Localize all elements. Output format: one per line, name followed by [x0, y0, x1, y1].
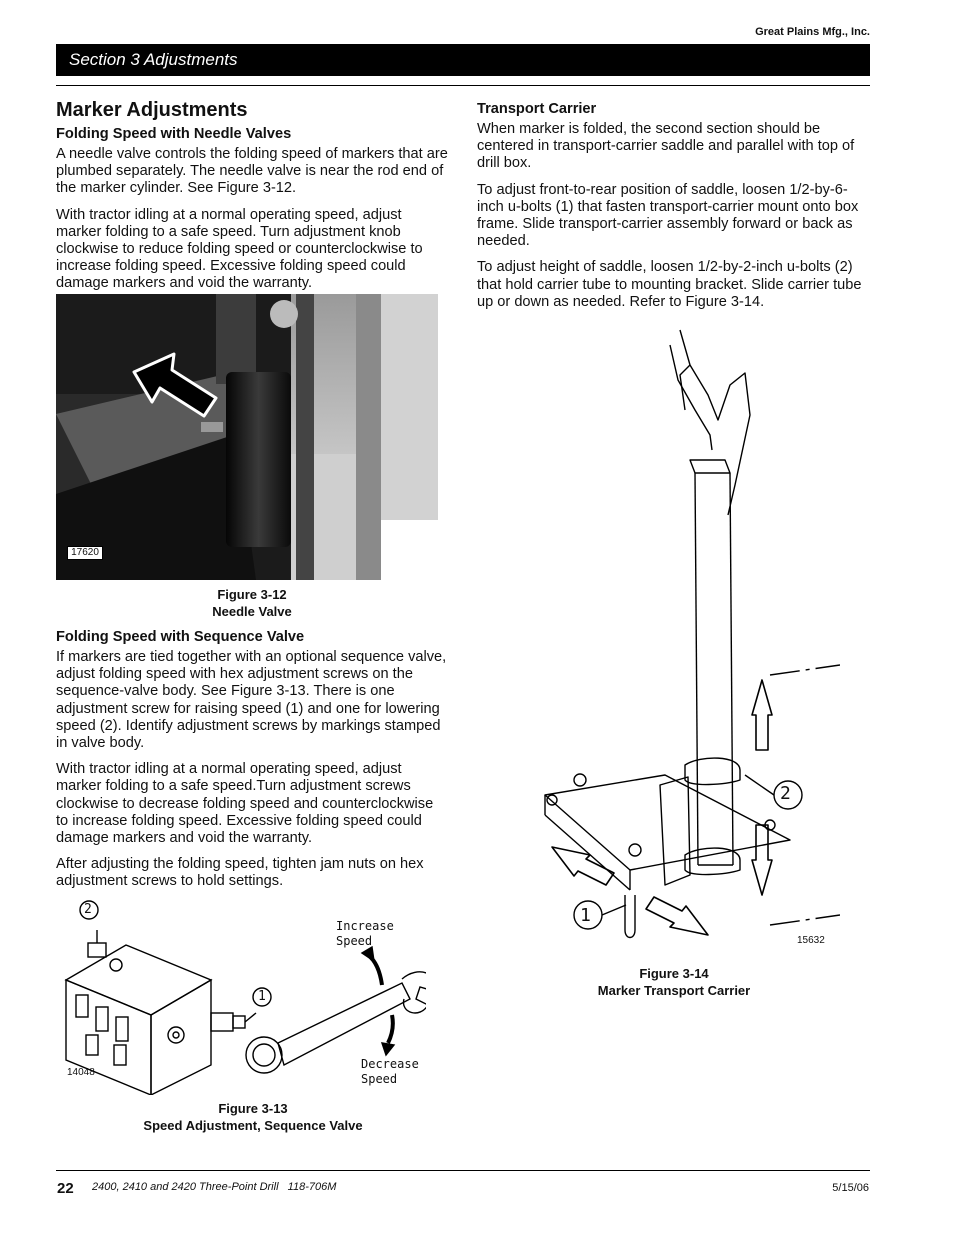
transport-paragraph-3: To adjust height of saddle, loosen 1/2-by-2-inch u-bolts (2) that hold carrier tube to mounting bracket. Slide carrier tube up or down as needed. Refer to Figure 3-14. [477, 259, 862, 310]
figure-3-13-drawing [56, 895, 426, 1095]
figure-3-14-caption [560, 965, 788, 999]
callout-2: 2 [780, 783, 791, 804]
figure-3-14-title: Marker Transport Carrier [597, 983, 751, 998]
transport-paragraph-2: To adjust front-to-rear position of saddle, loosen 1/2-by-6-inch u-bolts (1) that fasten transport-carrier mount onto box frame. Slide transport-carrier assembly forward or back as needed. [477, 181, 859, 250]
footer-rule [56, 1170, 870, 1171]
figure-3-12-number: Figure 3-12 [217, 587, 287, 602]
increase-label-line2: Speed [336, 934, 373, 948]
section-header-bar [56, 44, 870, 76]
transport-paragraph-1: When marker is folded, the second section should be centered in transport-carrier saddle and parallel with top of drill box. [477, 121, 855, 172]
company-name: Great Plains Mfg., Inc. [755, 26, 870, 38]
sequence-valve-paragraph-1: If markers are tied together with an optional sequence valve, adjust folding speed with hex adjustment screws on the sequence-valve body. See Figure 3-13. There is one adjustment screw for raising speed (1) and one for lowering speed (2). Identify adjustment screws by markings stamped in valve body. [56, 649, 447, 752]
figure-3-12-photo [56, 294, 381, 580]
right-column [477, 101, 870, 320]
callout-1: 1 [580, 905, 591, 926]
needle-valve-paragraph-1: A needle valve controls the folding speed of markers that are plumbed separately. The needle valve is near the rod end of the marker cylinder. See Figure 3-12. [56, 146, 448, 197]
transport-carrier-drawing [540, 325, 840, 955]
page-number: 22 [57, 1180, 74, 1197]
decrease-speed-label [361, 1057, 419, 1087]
transport-carrier-heading: Transport Carrier [477, 101, 597, 117]
needle-valve-heading: Folding Speed with Needle Valves [56, 126, 292, 142]
decrease-label-line2: Speed [361, 1072, 398, 1086]
header-rule [56, 85, 870, 86]
figure-3-12-photo-edge [381, 294, 438, 520]
figure-3-12-caption [160, 586, 344, 620]
figure-3-13-title: Speed Adjustment, Sequence Valve [143, 1118, 363, 1133]
increase-speed-label [336, 919, 394, 949]
left-column-bottom [56, 629, 448, 900]
figure-3-13-caption [100, 1100, 406, 1134]
figure-3-14-id: 15632 [797, 935, 825, 946]
sequence-valve-heading: Folding Speed with Sequence Valve [56, 629, 305, 645]
section-title: Section 3 Adjustments [69, 50, 238, 69]
label-2: 2 [84, 902, 92, 917]
needle-valve-paragraph-2: With tractor idling at a normal operating speed, adjust marker folding to a safe speed. Turn adjustment knob clockwise to reduce folding speed or counterclockwise to increase folding speed. Excessive folding speed could damage markers and void the warranty. [56, 206, 423, 292]
figure-3-13-id: 14048 [67, 1067, 95, 1078]
increase-label-line1: Increase [336, 919, 394, 933]
figure-3-13-number: Figure 3-13 [218, 1101, 288, 1116]
left-column-top [56, 98, 448, 302]
figure-3-12-title: Needle Valve [212, 604, 292, 619]
sequence-valve-paragraph-3: After adjusting the folding speed, tighten jam nuts on hex adjustment screws to hold settings. [56, 856, 424, 890]
needle-valve-photo [56, 294, 381, 580]
sequence-valve-paragraph-2: With tractor idling at a normal operating speed, adjust marker folding to a safe speed.Turn adjustment screws clockwise to decrease folding speed and counterclockwise to increase folding speed. Excessive folding speed could damage markers and void the warranty. [56, 761, 434, 847]
decrease-label-line1: Decrease [361, 1057, 419, 1071]
footer-date: 5/15/06 [832, 1182, 869, 1194]
label-1: 1 [258, 989, 266, 1004]
figure-3-14-drawing [540, 325, 840, 955]
page-title: Marker Adjustments [56, 99, 248, 121]
figure-3-12-id: 17620 [67, 546, 103, 560]
manual-title: 2400, 2410 and 2420 Three-Point Drill 118-706M [92, 1181, 337, 1193]
figure-3-14-number: Figure 3-14 [639, 966, 709, 981]
